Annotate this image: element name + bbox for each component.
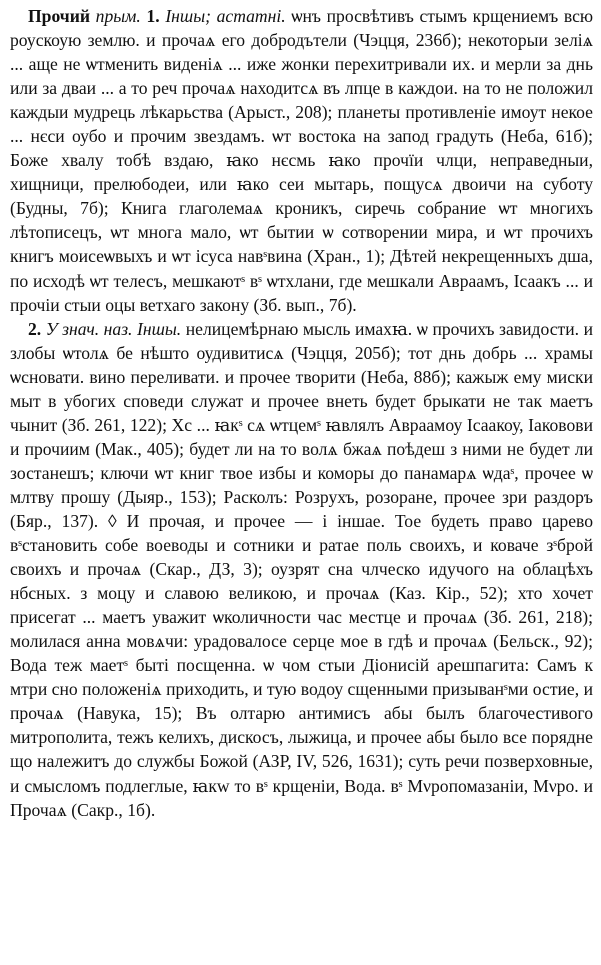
headword: Прочий [28, 6, 91, 26]
part-of-speech: прым. [95, 6, 141, 26]
sense-1-number: 1. [146, 6, 160, 26]
sense-1-gloss: Іншы; астатні. [165, 6, 286, 26]
sense-2-gloss: У знач. наз. Іншы. [45, 318, 182, 339]
sense-2-number: 2. [28, 318, 42, 339]
sense-2-paragraph [10, 317, 593, 822]
sense-1-text: ѡнъ просвѣтивъ стымъ крщениемъ всю роускоую землю. и прочаѧ его добродътели (Чэцця, 236б); некоторыи зеліѧ ... аще не ѡтменить виденіѧ ... иже жонки перехитривали их. и мерли за днь или за дваи ... а то реч прочаѧ находитсѧ въ лпце в каждои. на то не положил каждыи мудрець лѣкарьства (Арыст., 208); планеты противленіе имоут некое ... нєси оубо и прочим звездамъ. ѡт востока на запод градуть (Неба, 61б); Боже хвалу тобѣ вздаю, ꙗко нєсмь ꙗко прочїи члци, неправедныи, хищници, прелюбодеи, или ꙗко сеи мытарь, пощусѧ двоичи на суботу (Будны, 7б); Книга глаголемаѧ кроникъ, сиречь собрание ѡт многихъ лѣтописецъ, ѡт многа мало, ѡт бытии ѡ сотворении мира, и ѡт прочихъ книгъ моисеѡвыхъ и ѡт ісуса навˢвина (Хран., 1); Дѣтей некрещенныхъ дша, по исходѣ ѡт телесъ, мешкаютˢ вˢ ѡтхлани, где мешкали Авраамъ, Ісаакъ ... и прочіи стыи оцы ветхаго закону (Зб. вып., 7б). [10, 6, 593, 315]
dictionary-page [10, 4, 593, 959]
sense-1-paragraph [10, 4, 593, 317]
sense-2-text: нелицемѣрнаю мысль имахꙗ. ѡ прочихъ завидости. и злобы ѡтолѧ бе нѣшто оудивитисѧ (Чэцця, 205б); тот днь добрь ... храмы ѡсновати. вино переливати. и прочее творити (Неба, 88б); кажыж ему миски мыт в убогих споведи служат и прочее внеть будет брыкати не так маетъ чынит (Зб. 261, 122); Хс ... ꙗкˢ сѧ ѡтцемˢ ꙗвлялъ Авраамоу Ісаакоу, Іаковови и прочиим (Мак., 405); будет ли на то волѧ бжаѧ поѣдеш з ними не будет ли зостанешъ; ключи ѡт книг твое избы и коморы до панамарѧ ѡдаˢ, прочее ѡ млтву прошу (Дыяр., 153); Расколъ: Розрухъ, розоране, прочее зри раздоръ (Бяр., 137). ◊ И прочая, и прочее — і іншае. Тое будеть право царево вˢстановить собе воеводы и сотники и ратае поль своихъ, и коваче зˢброй своихъ и прочаѧ (Скар., ДЗ, 3); оузрят сна члческо идучого на облацѣхъ нбсных. з моцу и славою великою, и прочаѧ (Каз. Кір., 52); хто хочет присегат ... маетъ уважит ѡколичности час местце и прочаѧ (Зб. 261, 218); молилася анна мовѧчи: урадовалосе серце мое в гдѣ и прочаѧ (Бельск., 92); Вода теж маетˢ быті посщенна. ѡ чом стыи Діонисій арешпагита: Самъ к мтри сно положеніѧ приходить, и тую водоу сщенными призыванˢми остие, и прочаѧ (Навука, 15); Въ олтарю антимисъ абы былъ благочестивого митрополита, тежъ келихъ, дискосъ, лыжица, и прочее абы было все порядне що належитъ до службы Божой (АЗР, IV, 526, 1631); суть речи позверховные, и смысломъ подлеглые, ꙗкw то вˢ крщеніи, Вода. вˢ Мνропомазаніи, Мνро. и Прочаѧ (Сакр., 1б). [10, 318, 593, 820]
